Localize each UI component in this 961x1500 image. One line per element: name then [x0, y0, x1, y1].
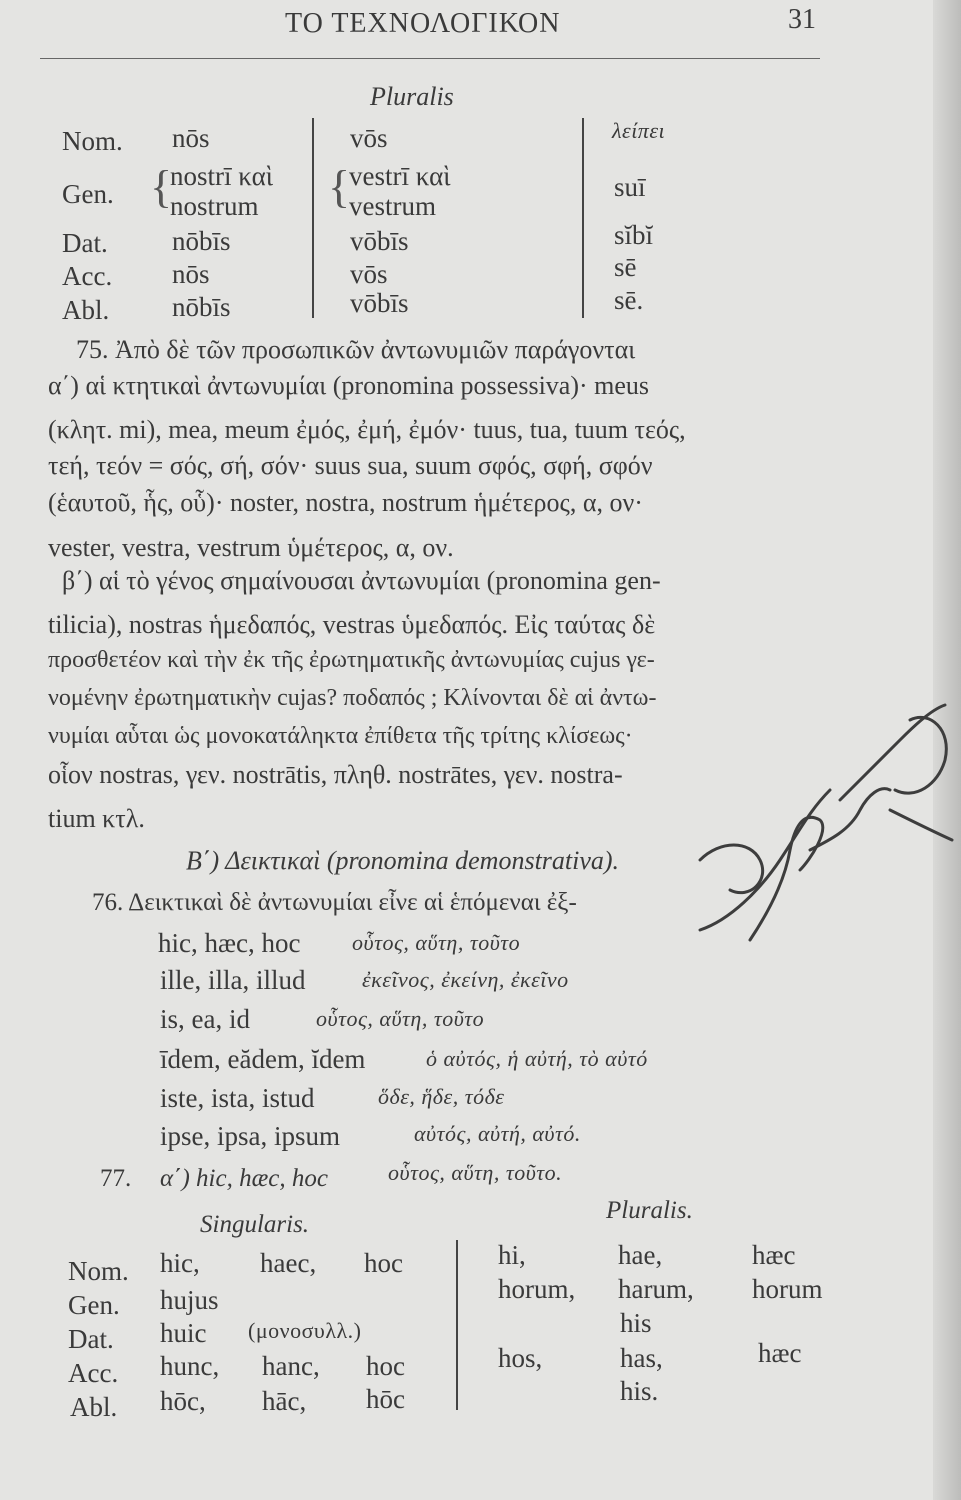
decl-case-acc: Acc. [68, 1358, 119, 1388]
decl-divider [456, 1240, 458, 1410]
demo-gr-2: ἐκεῖνος, ἐκείνη, ἐκεῖνο [362, 967, 569, 992]
demo-lat-5: iste, ista, istud [160, 1083, 315, 1113]
decl-s2-dat: (μονοσυλλ.) [248, 1318, 362, 1343]
demo-gr-1: οὗτος, αὕτη, τοῦτο [352, 930, 521, 955]
cell-gen-2a: vestrī καὶ [349, 161, 451, 191]
decl-p3-gen: horum [752, 1274, 823, 1304]
decl-s1-acc: hunc, [160, 1351, 220, 1381]
decl-p2-gen: harum, [618, 1274, 694, 1304]
pluralis-heading-2: Pluralis. [606, 1197, 693, 1224]
decl-p3-nom: hæc [752, 1240, 796, 1270]
p77-greek: οὗτος, αὕτη, τοῦτο. [388, 1160, 563, 1185]
cell-acc-1: nōs [172, 259, 210, 289]
cell-gen-2b: vestrum [349, 191, 436, 221]
decl-s1-nom: hic, [160, 1248, 200, 1278]
table-divider-2 [582, 118, 584, 318]
decl-s3-abl: hōc [366, 1384, 405, 1414]
demo-gr-5: ὅδε, ἥδε, τόδε [378, 1084, 505, 1109]
cell-gen-1b: nostrum [170, 191, 259, 221]
decl-s1-gen: hujus [160, 1285, 219, 1315]
cell-nom-2: vōs [350, 123, 388, 153]
pluralis-heading: Pluralis [370, 82, 454, 111]
demo-gr-3: οὗτος, αὕτη, τοῦτο [316, 1006, 485, 1031]
cell-acc-3: sē [614, 252, 637, 282]
case-gen: Gen. [62, 179, 114, 209]
demo-gr-6: αὐτός, αὐτή, αὐτό. [414, 1121, 581, 1146]
gen-brace-2: { [328, 161, 351, 212]
decl-p2-nom: hae, [618, 1240, 663, 1270]
decl-p2-acc: has, [620, 1343, 663, 1373]
cell-gen-3: suī [614, 172, 646, 202]
decl-p1-gen: horum, [498, 1274, 576, 1304]
p75-line-9: προσθετέον καὶ τὴν ἐκ τῆς ἐρωτηματικῆς ἀντωνυμίας cujus γε- [48, 647, 655, 673]
p75-line-8: tilicia), nostras ἡμεδαπός, vestras ὑμεδαπός. Εἰς ταύτας δὲ [48, 610, 656, 639]
cell-nom-3: λείπει [612, 118, 666, 143]
decl-s1-dat: huic [160, 1318, 207, 1348]
demo-lat-6: ipse, ipsa, ipsum [160, 1121, 340, 1151]
decl-s2-abl: hāc, [262, 1386, 307, 1416]
p77-number: 77. [100, 1165, 132, 1192]
p77-text: α΄) hic, hæc, hoc [160, 1165, 328, 1192]
p75-line-11: νυμίαι αὗται ὡς μονοκατάληκτα ἐπίθετα τῆς τρίτης κλίσεως· [48, 723, 633, 749]
p75-line-5: (ἑαυτοῦ, ἧς, οὗ)· noster, nostra, nostrum ἡμέτερος, α, ον· [48, 488, 643, 517]
cell-abl-2: vōbīs [350, 288, 409, 318]
demo-lat-2: ille, illa, illud [160, 965, 306, 995]
demo-lat-4: īdem, eădem, ĭdem [160, 1044, 366, 1074]
p75-line-10: νομένην ἐρωτηματικὴν cujas? ποδαπός ; Κλίνονται δὲ αἱ ἀντω- [48, 685, 657, 711]
cell-nom-1: nōs [172, 123, 210, 153]
p75-line-2: α΄) αἱ κτητικαὶ ἀντωνυμίαι (pronomina possessiva)· meus [48, 371, 650, 400]
case-nom: Nom. [62, 126, 123, 156]
decl-p1-nom: hi, [498, 1240, 526, 1270]
decl-p1-acc: hos, [498, 1343, 543, 1373]
decl-s2-nom: haec, [260, 1248, 317, 1278]
p76-intro: 76. Δεικτικαὶ δὲ ἀντωνυμίαι εἶνε αἱ ἑπόμεναι ἐξ- [92, 889, 577, 916]
header-rule [40, 58, 820, 59]
decl-s3-acc: hoc [366, 1351, 405, 1381]
p75-line-7: β΄) αἱ τὸ γένος σημαίνουσαι ἀντωνυμίαι (pronomina gen- [62, 566, 661, 595]
demo-lat-1: hic, hæc, hoc [158, 928, 301, 958]
cell-acc-2: vōs [350, 259, 388, 289]
cell-dat-2: vōbīs [350, 226, 409, 256]
p75-line-1: 75. Ἀπὸ δὲ τῶν προσωπικῶν ἀντωνυμιῶν παράγονται [76, 335, 636, 364]
decl-case-gen: Gen. [68, 1290, 120, 1320]
decl-case-dat: Dat. [68, 1324, 114, 1354]
p75-line-6: vester, vestra, vestrum ὑμέτερος, α, ον. [48, 533, 454, 562]
case-dat: Dat. [62, 228, 108, 258]
case-abl: Abl. [62, 295, 110, 325]
cell-gen-1a: nostrī καὶ [170, 161, 274, 191]
p75-line-13: tium κτλ. [48, 804, 145, 833]
table-divider-1 [312, 118, 314, 318]
page-number: 31 [788, 4, 816, 35]
p75-line-4: τεή, τεόν = σός, σή, σόν· suus sua, suum σφός, σφή, σφόν [48, 451, 653, 480]
demo-gr-4: ὁ αὐτός, ἡ αὐτή, τὸ αὐτό [426, 1046, 648, 1071]
decl-p2-abl: his. [620, 1376, 659, 1406]
gen-brace-1: { [150, 161, 173, 212]
case-acc: Acc. [62, 261, 113, 291]
cell-abl-3: sē. [614, 285, 644, 315]
p75-line-12: οἷον nostras, γεν. nostrātis, πληθ. nostrātes, γεν. nostra- [48, 760, 623, 789]
p75-line-3: (κλητ. mi), mea, meum ἐμός, ἐμή, ἐμόν· tuus, tua, tuum τεός, [48, 415, 686, 444]
decl-s1-abl: hōc, [160, 1386, 206, 1416]
section-b-heading: Β΄) Δεικτικαὶ (pronomina demonstrativa). [186, 846, 620, 875]
decl-p3-acc: hæc [758, 1338, 802, 1368]
decl-s3-nom: hoc [364, 1248, 403, 1278]
decl-p2-dat: his [620, 1308, 652, 1338]
handwritten-signature [690, 690, 960, 990]
cell-dat-1: nōbīs [172, 226, 231, 256]
singularis-heading: Singularis. [200, 1211, 310, 1238]
demo-lat-3: is, ea, id [160, 1004, 250, 1034]
cell-dat-3: sĭbĭ [614, 220, 654, 250]
decl-s2-acc: hanc, [262, 1351, 320, 1381]
decl-case-nom: Nom. [68, 1256, 129, 1286]
running-title: ΤΟ ΤΕΧΝΟΛΟΓΙΚΟΝ [285, 8, 561, 39]
cell-abl-1: nōbīs [172, 292, 231, 322]
decl-case-abl: Abl. [70, 1392, 118, 1422]
